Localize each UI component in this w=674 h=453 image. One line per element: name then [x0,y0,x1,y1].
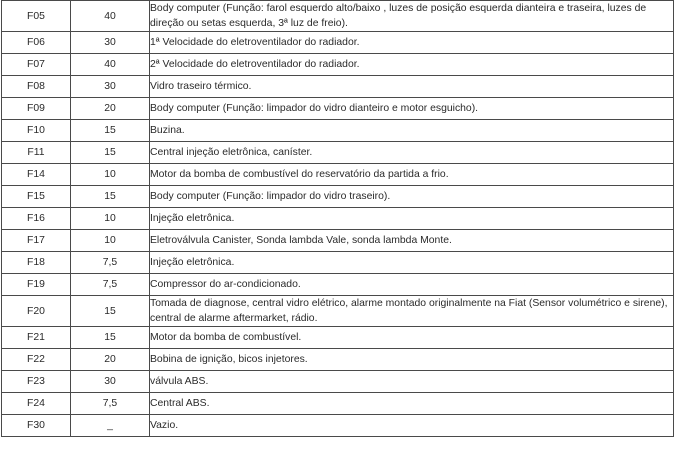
fuse-description: Tomada de diagnose, central vidro elétrico, alarme montado originalmente na Fiat (Sensor volumétrico e sirene), central de alarme aftermarket, rádio. [150,296,674,327]
fuse-description: Eletroválvula Canister, Sonda lambda Vale, sonda lambda Monte. [150,230,674,252]
table-row [2,98,674,120]
amperage: 30 [71,32,150,54]
fuse-id: F08 [2,76,71,98]
fuse-description: válvula ABS. [150,371,674,393]
table-row [2,349,674,371]
fuse-description: Body computer (Função: limpador do vidro traseiro). [150,186,674,208]
fuse-id: F24 [2,393,71,415]
fuse-id: F22 [2,349,71,371]
fuse-description: Bobina de ignição, bicos injetores. [150,349,674,371]
amperage: 10 [71,230,150,252]
table-row [2,186,674,208]
table-row [2,274,674,296]
amperage: 40 [71,1,150,32]
fuse-id: F06 [2,32,71,54]
fuse-description: Injeção eletrônica. [150,252,674,274]
fuse-id: F11 [2,142,71,164]
fuse-description: Body computer (Função: farol esquerdo alto/baixo , luzes de posição esquerda dianteira e traseira, luzes de direção ou setas esquerda, 3ª luz de freio). [150,1,674,32]
fuse-id: F14 [2,164,71,186]
fuse-table [1,0,674,437]
table-row [2,76,674,98]
table-row [2,120,674,142]
table-row [2,327,674,349]
fuse-id: F07 [2,54,71,76]
fuse-description: Compressor do ar-condicionado. [150,274,674,296]
table-row [2,1,674,32]
table-row [2,208,674,230]
table-row [2,142,674,164]
table-row [2,296,674,327]
fuse-description: 1ª Velocidade do eletroventilador do radiador. [150,32,674,54]
fuse-id: F23 [2,371,71,393]
fuse-id: F21 [2,327,71,349]
amperage: 20 [71,349,150,371]
table-row [2,32,674,54]
fuse-id: F05 [2,1,71,32]
fuse-description: Body computer (Função: limpador do vidro dianteiro e motor esguicho). [150,98,674,120]
fuse-description: 2ª Velocidade do eletroventilador do radiador. [150,54,674,76]
table-row [2,371,674,393]
amperage: 15 [71,120,150,142]
amperage: 20 [71,98,150,120]
fuse-description: Central injeção eletrônica, caníster. [150,142,674,164]
fuse-id: F09 [2,98,71,120]
amperage: 30 [71,371,150,393]
fuse-id: F30 [2,415,71,437]
amperage: 7,5 [71,274,150,296]
fuse-id: F10 [2,120,71,142]
amperage: 7,5 [71,393,150,415]
fuse-id: F18 [2,252,71,274]
amperage: 15 [71,296,150,327]
table-row [2,393,674,415]
fuse-id: F20 [2,296,71,327]
table-row [2,252,674,274]
amperage: 40 [71,54,150,76]
fuse-id: F17 [2,230,71,252]
amperage: 30 [71,76,150,98]
amperage: 10 [71,208,150,230]
table-row [2,54,674,76]
table-row [2,230,674,252]
fuse-description: Vidro traseiro térmico. [150,76,674,98]
fuse-id: F19 [2,274,71,296]
table-row [2,164,674,186]
fuse-description: Motor da bomba de combustível. [150,327,674,349]
table-row [2,415,674,437]
fuse-id: F15 [2,186,71,208]
fuse-description: Central ABS. [150,393,674,415]
amperage: 15 [71,142,150,164]
fuse-id: F16 [2,208,71,230]
fuse-description: Buzina. [150,120,674,142]
amperage: 10 [71,164,150,186]
amperage: 15 [71,186,150,208]
fuse-description: Injeção eletrônica. [150,208,674,230]
fuse-description: Motor da bomba de combustível do reservatório da partida a frio. [150,164,674,186]
amperage: 15 [71,327,150,349]
amperage: 7,5 [71,252,150,274]
fuse-description: Vazio. [150,415,674,437]
amperage: _ [71,415,150,437]
